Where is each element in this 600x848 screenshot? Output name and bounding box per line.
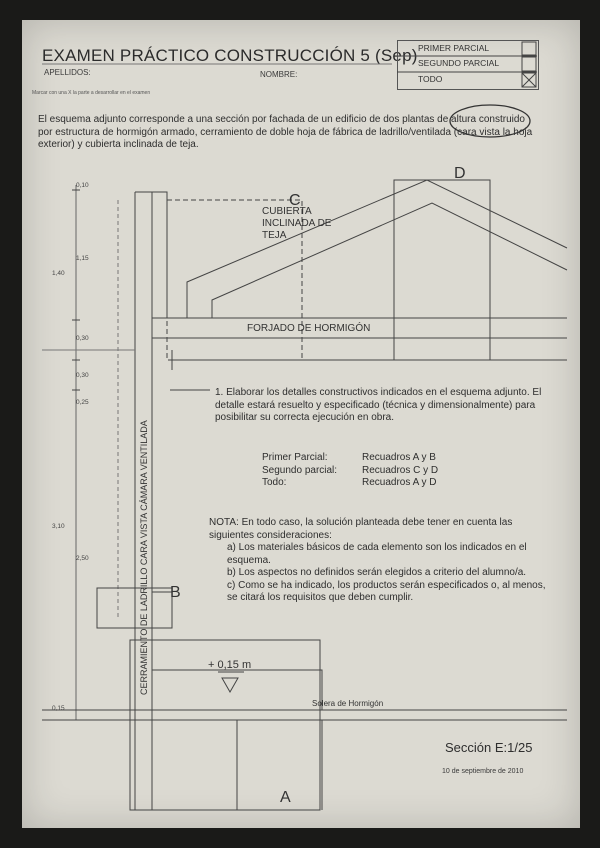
note-lead: NOTA: En todo caso, la solución planteada debe tener en cuenta las siguientes consideraciones: [209,517,513,541]
exam-sheet [22,20,580,828]
solera-label: Solera de Hormigón [312,699,384,708]
plan-key: Todo: [262,477,287,488]
plan-value: Recuadros A y D [362,477,437,488]
dim-label: 0,15 [52,705,65,712]
dim-label: 1,40 [52,270,65,277]
intro-text: El esquema adjunto corresponde a una sección por fachada de un edificio de dos plantas de altura construido por estructura de hormigón armado, cerramiento de doble hoja de fábrica de ladrillo/ventilada (cara vista la hoja exterior) y cubierta inclinada de teja. [38,114,533,150]
nombre-label: NOMBRE: [260,70,298,79]
plan-value: Recuadros C y D [362,464,439,476]
section-scale: Sección E:1/25 [445,740,533,755]
plan-row [262,465,438,478]
dim-label: 1,15 [76,255,89,262]
detail-letter-a: A [280,789,291,806]
option-primer-parcial: PRIMER PARCIAL [418,43,490,53]
cubierta-label-line3: TEJA [262,230,287,241]
forjado-label: FORJADO DE HORMIGÓN [247,323,371,334]
plan-key: Primer Parcial: [262,452,328,463]
detail-letter-d: D [454,165,466,182]
apellidos-label: APELLIDOS: [44,68,91,77]
dim-label: 0,30 [76,372,89,379]
note-item: a) Los materiales básicos de cada elemento son los indicados en el esquema. [227,542,527,566]
plan-row [262,477,438,490]
note-item: b) Los aspectos no definidos serán elegidos a criterio del alumno/a. [227,567,527,578]
task-plan [262,452,438,490]
dim-label: 0,25 [76,399,89,406]
header-footnote: Marcar con una X la parte a desarrollar en el examen [32,90,151,96]
note-block [209,517,549,605]
exam-title: EXAMEN PRÁCTICO CONSTRUCCIÓN 5 (Sep) [42,46,418,65]
detail-letter-c: C [289,192,301,209]
cerramiento-label: CERRAMIENTO DE LADRILLO CARA VISTA CÁMARA VENTILADA [139,420,149,695]
note-item: c) Como se ha indicado, los productos serán especificados o, al menos, se citará los requisitos que deben cumplir. [227,579,546,603]
detail-letter-b: B [170,584,181,601]
dim-label: 2,50 [76,555,89,562]
plan-value: Recuadros A y B [362,452,436,463]
option-segundo-parcial: SEGUNDO PARCIAL [418,58,500,68]
cubierta-label-line2: INCLINADA DE [262,218,332,229]
cubierta-label-line1: CUBIERTA [262,206,312,217]
plan-row [262,452,438,465]
task-instructions: 1. Elaborar los detalles constructivos indicados en el esquema adjunto. El detalle estará resuelto y especificado (técnica y dimensionalmente) para posibilitar su correcta ejecución en obra. [215,387,542,423]
plan-key: Segundo parcial: [262,464,338,476]
dim-label: 0,30 [76,335,89,342]
option-todo: TODO [418,74,443,84]
exam-date: 10 de septiembre de 2010 [442,768,524,775]
dim-label: 3,10 [52,523,65,530]
level-label: + 0,15 m [208,659,252,671]
dim-label: 0,10 [76,182,89,189]
